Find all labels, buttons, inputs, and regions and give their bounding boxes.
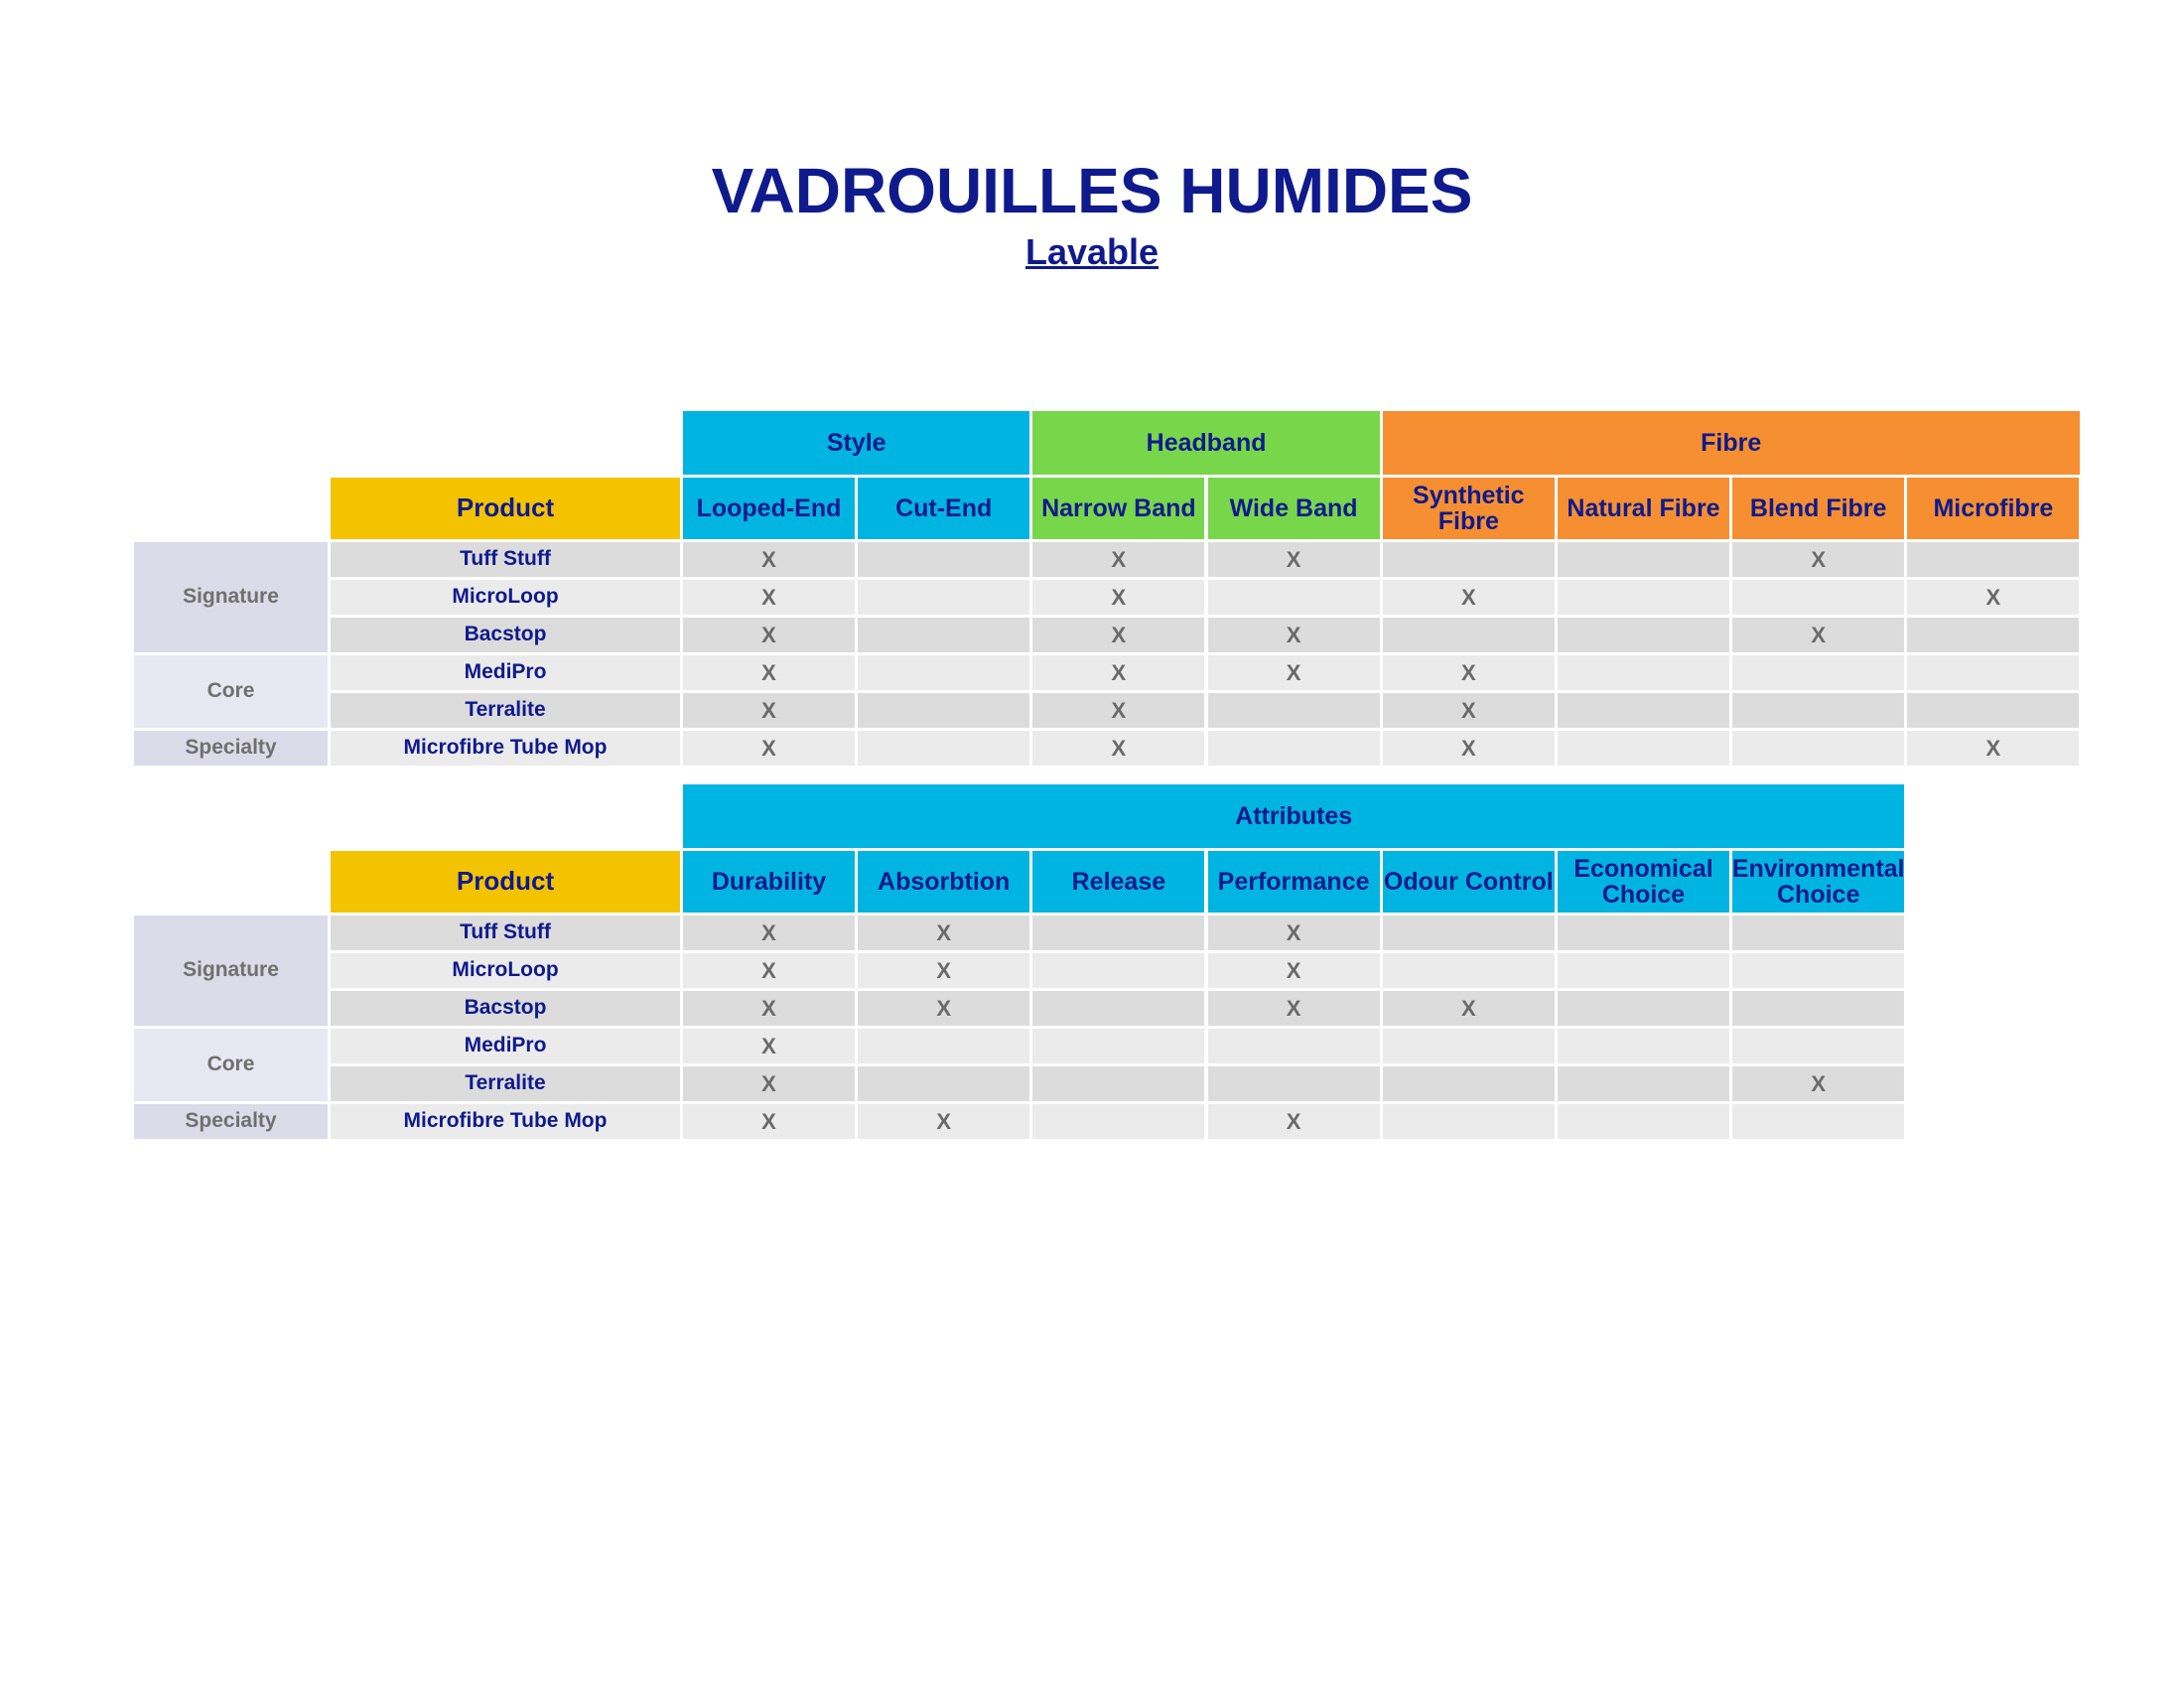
table-cell <box>1383 1066 1555 1101</box>
table-cell <box>858 580 1029 615</box>
table-cell <box>1558 915 1729 950</box>
check-mark: X <box>1208 655 1380 690</box>
check-mark: X <box>1907 731 2079 766</box>
group-header: Headband <box>1032 411 1379 475</box>
product-name: Microfibre Tube Mop <box>331 1104 680 1139</box>
check-mark: X <box>1907 580 2079 615</box>
table-cell <box>1383 953 1555 988</box>
column-header: Durability <box>683 851 855 913</box>
check-mark: X <box>683 655 855 690</box>
check-mark: X <box>858 1104 1029 1139</box>
table-cell <box>1732 953 1904 988</box>
product-header: Product <box>331 478 680 539</box>
table-cell <box>1732 991 1904 1026</box>
table-cell <box>858 731 1029 766</box>
table-cell <box>1208 1066 1380 1101</box>
table-cell <box>1558 542 1729 577</box>
table-cell <box>1732 731 1904 766</box>
product-name: Microfibre Tube Mop <box>331 731 680 766</box>
table-cell <box>1907 618 2079 652</box>
category-label: Signature <box>134 542 328 652</box>
category-label: Specialty <box>134 731 328 766</box>
check-mark: X <box>1208 1104 1380 1139</box>
check-mark: X <box>683 1104 855 1139</box>
table-cell <box>1558 1029 1729 1063</box>
table-cell <box>1558 1104 1729 1139</box>
check-mark: X <box>1383 991 1555 1026</box>
check-mark: X <box>1383 655 1555 690</box>
column-header: Narrow Band <box>1032 478 1204 539</box>
check-mark: X <box>683 991 855 1026</box>
table-cell <box>858 618 1029 652</box>
table-cell <box>1558 655 1729 690</box>
table-cell <box>1558 1066 1729 1101</box>
product-name: Tuff Stuff <box>331 915 680 950</box>
table-cell <box>1732 1029 1904 1063</box>
table-cell <box>1907 693 2079 728</box>
table-cell <box>1032 1066 1204 1101</box>
column-header: Blend Fibre <box>1732 478 1904 539</box>
check-mark: X <box>1032 580 1204 615</box>
product-name: Tuff Stuff <box>331 542 680 577</box>
check-mark: X <box>683 953 855 988</box>
column-header: Synthetic Fibre <box>1383 478 1555 539</box>
table-cell <box>1558 693 1729 728</box>
column-header: Release <box>1032 851 1204 913</box>
column-header: Odour Control <box>1383 851 1555 913</box>
table-cell <box>1208 1029 1380 1063</box>
table-cell <box>1032 915 1204 950</box>
check-mark: X <box>1032 542 1204 577</box>
check-mark: X <box>1383 580 1555 615</box>
table-cell <box>1383 618 1555 652</box>
product-name: MediPro <box>331 655 680 690</box>
table-cell <box>1558 731 1729 766</box>
group-header: Style <box>683 411 1029 475</box>
product-name: MicroLoop <box>331 953 680 988</box>
table-cell <box>1558 618 1729 652</box>
table-cell <box>1732 580 1904 615</box>
table-cell <box>1032 1029 1204 1063</box>
check-mark: X <box>1208 618 1380 652</box>
product-name: Terralite <box>331 693 680 728</box>
check-mark: X <box>683 580 855 615</box>
product-name: Terralite <box>331 1066 680 1101</box>
table-cell <box>1032 953 1204 988</box>
table-cell <box>1383 542 1555 577</box>
table-cell <box>858 693 1029 728</box>
table-cell <box>1907 655 2079 690</box>
table-cell <box>1732 1104 1904 1139</box>
check-mark: X <box>858 953 1029 988</box>
table-cell <box>1732 915 1904 950</box>
table-cell <box>1558 580 1729 615</box>
check-mark: X <box>1732 618 1904 652</box>
table-cell <box>1208 580 1380 615</box>
check-mark: X <box>683 618 855 652</box>
product-name: MicroLoop <box>331 580 680 615</box>
check-mark: X <box>858 991 1029 1026</box>
column-header: Environmental Choice <box>1732 851 1904 913</box>
table-cell <box>1732 655 1904 690</box>
column-header: Economical Choice <box>1558 851 1729 913</box>
column-header: Natural Fibre <box>1558 478 1729 539</box>
table-cell <box>1383 915 1555 950</box>
column-header: Microfibre <box>1907 478 2079 539</box>
table-cell <box>1208 693 1380 728</box>
category-label: Specialty <box>134 1104 328 1139</box>
table-cell <box>1383 1104 1555 1139</box>
check-mark: X <box>683 915 855 950</box>
check-mark: X <box>1032 618 1204 652</box>
check-mark: X <box>683 542 855 577</box>
category-label: Core <box>134 655 328 728</box>
table-cell <box>858 1029 1029 1063</box>
category-label: Core <box>134 1029 328 1101</box>
product-name: Bacstop <box>331 991 680 1026</box>
column-header: Wide Band <box>1208 478 1380 539</box>
check-mark: X <box>1732 1066 1904 1101</box>
table-cell <box>1032 991 1204 1026</box>
check-mark: X <box>1032 693 1204 728</box>
check-mark: X <box>1383 693 1555 728</box>
table-cell <box>1208 731 1380 766</box>
table-cell <box>858 542 1029 577</box>
table-cell <box>1558 953 1729 988</box>
column-header: Performance <box>1208 851 1380 913</box>
table-cell <box>1907 542 2079 577</box>
check-mark: X <box>683 1066 855 1101</box>
check-mark: X <box>683 693 855 728</box>
check-mark: X <box>1208 991 1380 1026</box>
product-name: Bacstop <box>331 618 680 652</box>
table-cell <box>858 655 1029 690</box>
page-title: VADROUILLES HUMIDES <box>711 155 1473 226</box>
product-header: Product <box>331 851 680 913</box>
column-header: Looped-End <box>683 478 855 539</box>
check-mark: X <box>1208 915 1380 950</box>
group-header: Attributes <box>683 784 1904 848</box>
check-mark: X <box>1732 542 1904 577</box>
page-subtitle: Lavable <box>1024 231 1160 272</box>
table-cell <box>1383 1029 1555 1063</box>
check-mark: X <box>1032 731 1204 766</box>
check-mark: X <box>858 915 1029 950</box>
group-header: Fibre <box>1383 411 2080 475</box>
table-cell <box>1732 693 1904 728</box>
check-mark: X <box>1383 731 1555 766</box>
check-mark: X <box>1032 655 1204 690</box>
check-mark: X <box>1208 953 1380 988</box>
column-header: Absorbtion <box>858 851 1029 913</box>
table-cell <box>858 1066 1029 1101</box>
table-cell <box>1032 1104 1204 1139</box>
product-name: MediPro <box>331 1029 680 1063</box>
check-mark: X <box>683 731 855 766</box>
column-header: Cut-End <box>858 478 1029 539</box>
check-mark: X <box>1208 542 1380 577</box>
table-cell <box>1558 991 1729 1026</box>
category-label: Signature <box>134 915 328 1026</box>
check-mark: X <box>683 1029 855 1063</box>
